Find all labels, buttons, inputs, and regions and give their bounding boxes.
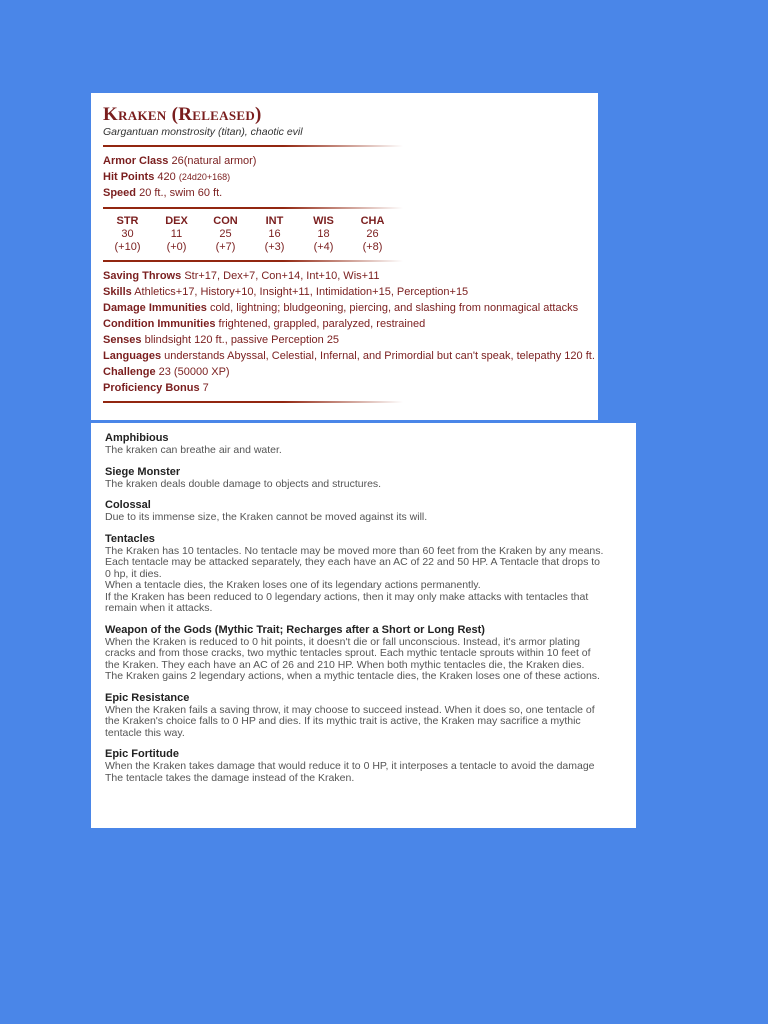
ability-dex: DEX 11 (+0) — [165, 215, 188, 253]
divider — [103, 401, 403, 403]
trait-tentacles: Tentacles The Kraken has 10 tentacles. No tentacle may be moved more than 60 feet from the Kraken by any means. Each tentacle may be attacked separately, they each have an AC of 22 and 50 HP. A Tentacle that drops to 0 hp, it dies. When a tentacle dies, the Kraken loses one of its legendary actions permanently. If the Kraken has been reduced to 0 legendary actions, then it may only make attacks with tentacles that remain when it attacks. — [105, 532, 604, 614]
ability-str: STR 30 (+10) — [114, 215, 141, 253]
trait-siege-monster: Siege Monster The kraken deals double damage to objects and structures. — [105, 465, 382, 490]
ability-int: INT 16 (+3) — [264, 215, 285, 253]
damage-immunities: Damage Immunities cold, lightning; bludgeoning, piercing, and slashing from nonmagical attacks — [103, 302, 579, 314]
saving-throws: Saving Throws Str+17, Dex+7, Con+14, Int+10, Wis+11 — [103, 270, 380, 282]
hit-points: Hit Points 420 (24d20+168) — [103, 171, 231, 183]
divider — [103, 145, 403, 147]
trait-epic-resistance: Epic Resistance When the Kraken fails a saving throw, it may choose to succeed instead. When it does so, one tentacle of the Kraken's choice falls to 0 HP and dies. If its mythic trait is active, the Kraken may sacrifice a mythic tentacle this way. — [105, 691, 595, 739]
monster-name: Kraken (Released) — [103, 104, 262, 125]
divider — [103, 207, 403, 209]
traits-card — [91, 423, 636, 828]
trait-colossal: Colossal Due to its immense size, the Kraken cannot be moved against its will. — [105, 499, 428, 523]
ability-con: CON 25 (+7) — [213, 215, 238, 253]
senses: Senses blindsight 120 ft., passive Perception 25 — [103, 334, 340, 346]
ability-scores — [103, 215, 598, 254]
ability-cha: CHA 26 (+8) — [360, 215, 385, 253]
trait-weapon-of-the-gods: Weapon of the Gods (Mythic Trait; Recharges after a Short or Long Rest) When the Kraken is reduced to 0 hit points, it doesn't die or fall unconscious. Instead, it's armor plating cracks and from those cracks, two mythic tentacles sprout. Each mythic tentacle sprouts within 10 feet of the Kraken. They each have an AC of 26 and 210 HP. When both mythic tentacles die, the Kraken dies. The Kraken gains 2 legendary actions, when a mythic tentacle dies, the Kraken loses one of these actions. — [105, 623, 600, 682]
speed: Speed 20 ft., swim 60 ft. — [103, 187, 223, 199]
skills: Skills Athletics+17, History+10, Insight+11, Intimidation+15, Perception+15 — [103, 286, 469, 298]
trait-epic-fortitude: Epic Fortitude When the Kraken takes damage that would reduce it to 0 HP, it interposes a tentacle to avoid the damage The tentacle takes the damage instead of the Kraken. — [105, 748, 595, 784]
ability-wis: WIS 18 (+4) — [313, 215, 334, 253]
challenge: Challenge 23 (50000 XP) — [103, 366, 230, 378]
languages: Languages understands Abyssal, Celestial, Infernal, and Primordial but can't speak, telepathy 120 ft. — [103, 350, 595, 362]
armor-class: Armor Class 26(natural armor) — [103, 155, 257, 167]
condition-immunities: Condition Immunities frightened, grappled, paralyzed, restrained — [103, 318, 426, 330]
trait-amphibious: Amphibious The kraken can breathe air and water. — [105, 432, 282, 456]
monster-type: Gargantuan monstrosity (titan), chaotic evil — [103, 126, 303, 138]
stat-block-card — [91, 93, 598, 420]
proficiency-bonus: Proficiency Bonus 7 — [103, 382, 209, 394]
divider — [103, 260, 403, 262]
